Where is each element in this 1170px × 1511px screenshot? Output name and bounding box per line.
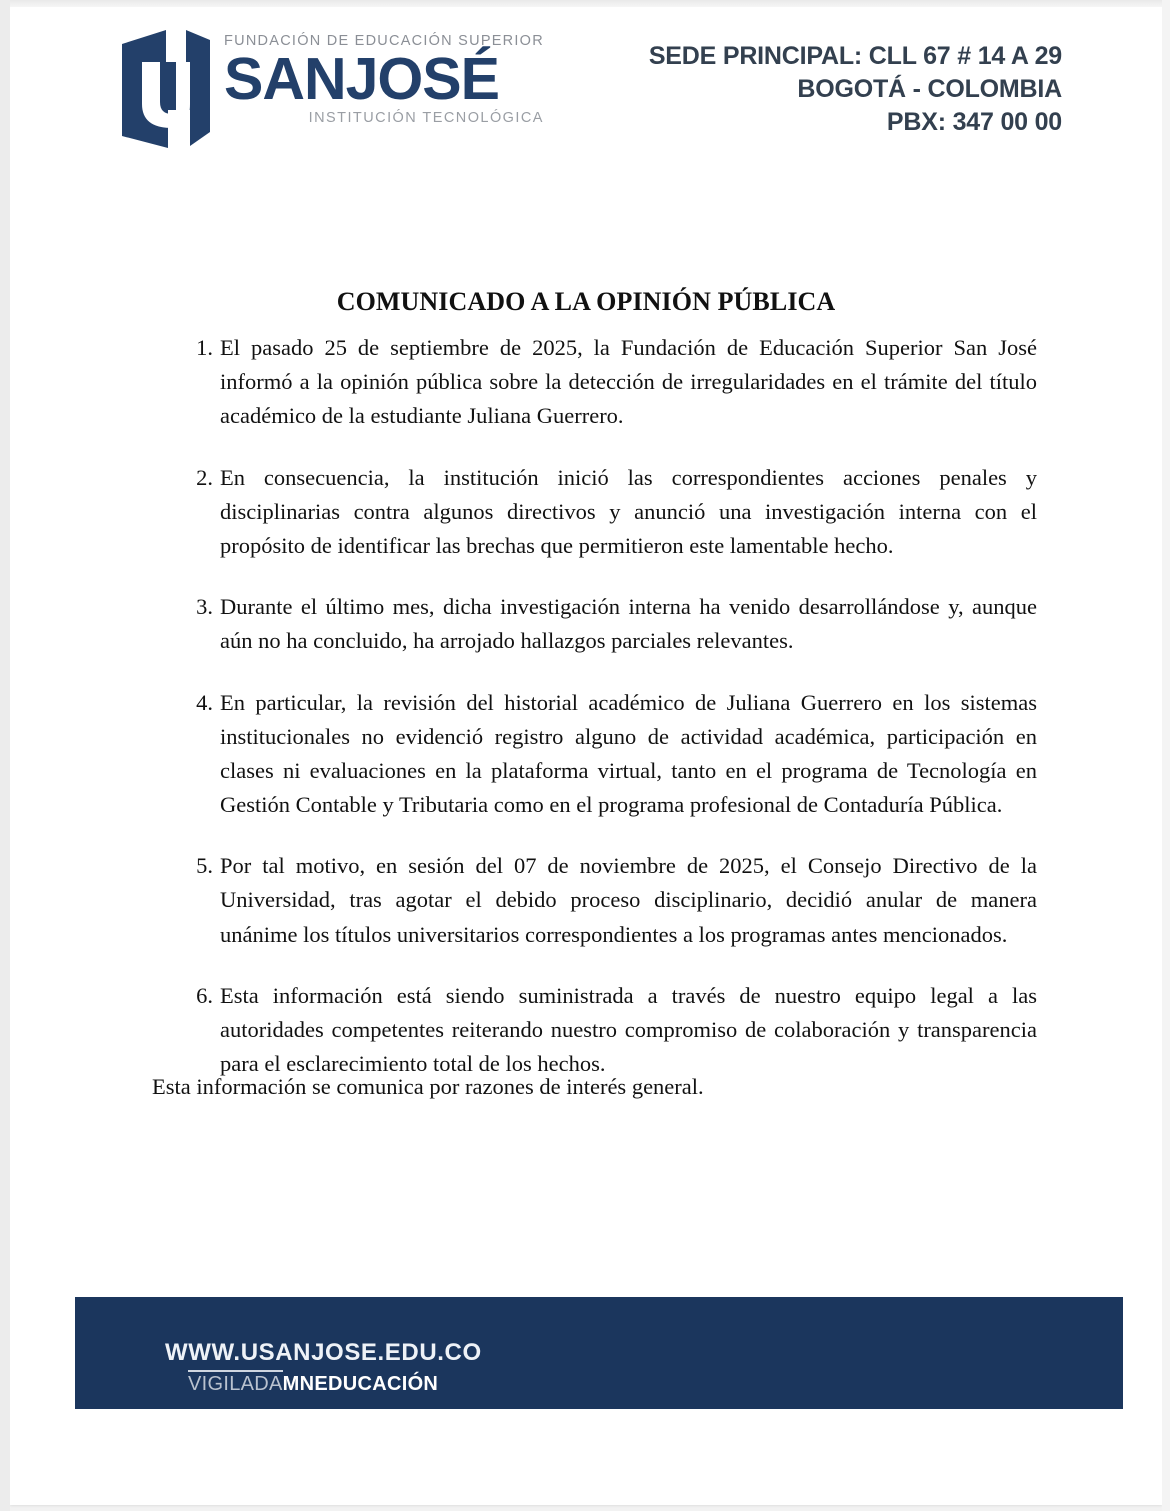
clause-item (175, 849, 1037, 952)
document-footer-bar (75, 1297, 1123, 1409)
page-title: COMUNICADO A LA OPINIÓN PÚBLICA (336, 287, 836, 316)
clause-text: Por tal motivo, en sesión del 07 de noviembre de 2025, el Consejo Directivo de la Universidad, tras agotar el debido proceso disciplinario, decidió anular de manera unánime los títulos universitarios correspondientes a los programas antes mencionados. (220, 853, 1037, 947)
clause-number: 2. (196, 464, 213, 490)
clause-item (175, 590, 1037, 658)
clause-number: 4. (196, 689, 213, 715)
page-left-edge (0, 0, 10, 1511)
clause-number: 5. (196, 853, 213, 879)
clause-text: En consecuencia, la institución inició las correspondientes acciones penales y disciplinarias contra algunos directivos y anunció una investigación interna con el propósito de identificar las brechas que permitieron este lamentable hecho. (220, 464, 1037, 558)
clause-text: El pasado 25 de septiembre de 2025, la Fundación de Educación Superior San José informó a la opinión pública sobre la detección de irregularidades en el trámite del título académico de la estudiante Juliana Guerrero. (220, 335, 1037, 429)
footer-vigilada-block (188, 1373, 438, 1396)
clause-number: 6. (196, 982, 213, 1008)
contact-address-line: SEDE PRINCIPAL: CLL 67 # 14 A 29 (648, 42, 1062, 70)
clause-item (175, 461, 1037, 564)
contact-city-line: BOGOTÁ - COLOMBIA (797, 75, 1062, 103)
clause-list (175, 331, 1037, 1081)
page-top-edge (0, 0, 1170, 7)
document-sheet (10, 6, 1162, 1505)
clause-number: 3. (196, 594, 213, 620)
brand-tagline-bottom: INSTITUCIÓN TECNOLÓGICA (308, 110, 544, 127)
footer-website-url[interactable]: WWW.USANJOSE.EDU.CO (165, 1339, 482, 1366)
clause-item (175, 331, 1037, 434)
brand-name: SANJOSÉ (224, 45, 499, 112)
sanjose-u-shield-logo-icon (120, 28, 212, 150)
institution-branding (120, 28, 544, 150)
document-header (10, 6, 1162, 181)
footer-vigilada-label: VIGILADA (188, 1370, 283, 1395)
brand-tagline-top: FUNDACIÓN DE EDUCACIÓN SUPERIOR (224, 33, 544, 49)
clause-item (175, 686, 1037, 823)
page-right-edge (1162, 0, 1170, 1511)
clause-item (175, 979, 1037, 1082)
footer-mineducacion-label: MNEDUCACIÓN (282, 1373, 439, 1395)
contact-phone-line: PBX: 347 00 00 (886, 108, 1062, 136)
closing-statement: Esta información se comunica por razones de interés general. (152, 1074, 704, 1099)
clause-text: En particular, la revisión del historial académico de Juliana Guerrero en los sistemas institucionales no evidenció registro alguno de actividad académica, participación en clases ni evaluaciones en la plataforma virtual, tanto en el programa de Tecnología en Gestión Contable y Tributaria como en el programa profesional de Contaduría Pública. (220, 689, 1037, 818)
clause-text: Durante el último mes, dicha investigación interna ha venido desarrollándose y, aunque aún no ha concluido, ha arrojado hallazgos parciales relevantes. (220, 594, 1037, 654)
header-contact-block (649, 40, 1062, 139)
clause-number: 1. (196, 335, 213, 360)
brand-wordmark (224, 28, 544, 126)
clause-text: Esta información está siendo suministrada a través de nuestro equipo legal a las autoridades competentes reiterando nuestro compromiso de colaboración y transparencia para el esclarecimiento total de los hechos. (220, 982, 1037, 1077)
